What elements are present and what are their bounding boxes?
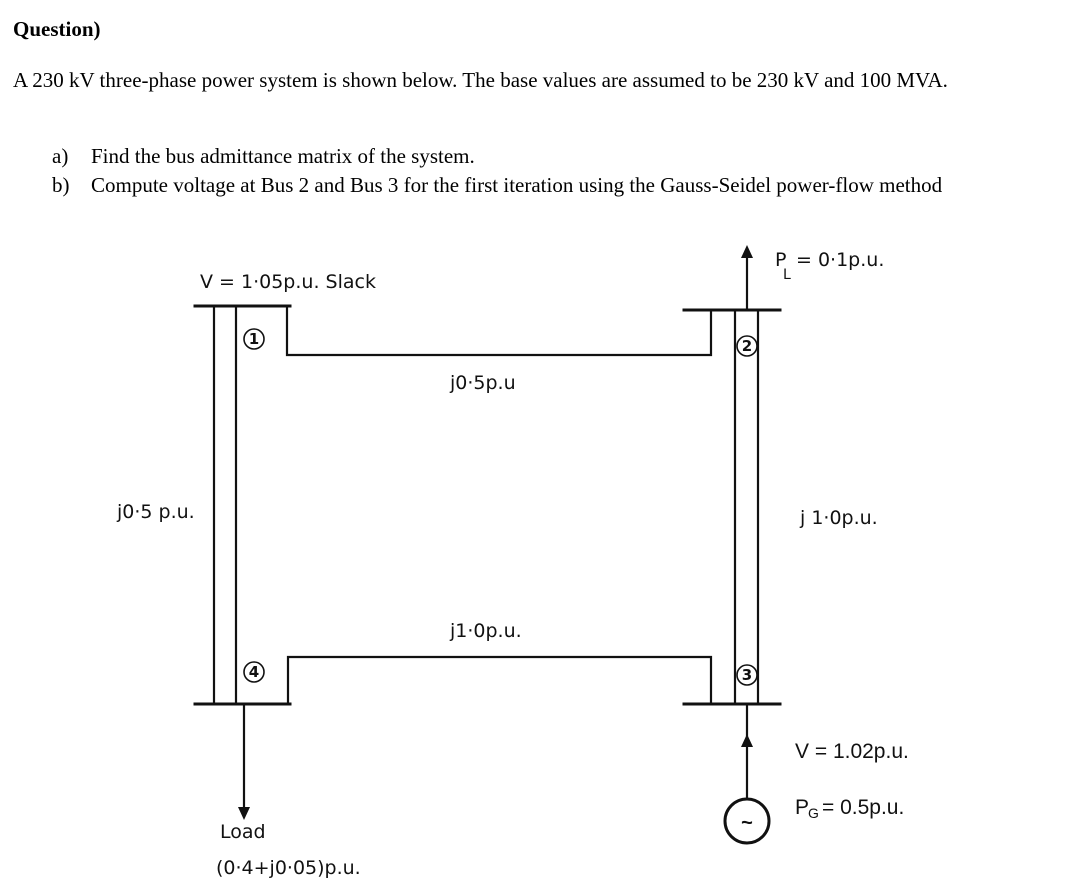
task-b-letter: b) [52, 173, 70, 197]
task-b-text: Compute voltage at Bus 2 and Bus 3 for the first iteration using the Gauss-Seidel power-flow method [91, 173, 943, 197]
bus-1-number: 1 [248, 330, 260, 348]
line-1-2-path [287, 306, 711, 355]
task-a-letter: a) [52, 144, 69, 168]
arrow-down-icon [238, 807, 250, 820]
bus-4-number: 4 [248, 663, 260, 681]
line-3-4-impedance: j1·0p.u. [450, 620, 522, 642]
task-a-text: Find the bus admittance matrix of the system. [91, 144, 475, 168]
bus-4-load-value: (0·4+j0·05)p.u. [216, 857, 361, 879]
bus-3-gen-sub: G [808, 805, 819, 821]
generator-symbol: ~ [741, 812, 753, 834]
bus-3-gen-p: P [795, 796, 810, 819]
line-1-4-impedance: j0·5 p.u. [117, 501, 195, 523]
bus-2-load-sub: L [783, 267, 791, 283]
bus-2-load-p: P [775, 249, 787, 271]
question-heading: Question) [13, 17, 101, 41]
bus-1-label: V = 1·05p.u. Slack [200, 271, 376, 293]
bus-2-load-value: = 0·1p.u. [796, 249, 885, 271]
line-3-4-path [288, 657, 711, 704]
bus-4-load-title: Load [220, 821, 266, 843]
question-intro: A 230 kV three-phase power system is shown below. The base values are assumed to be 230 kV and 100 MVA. [13, 68, 948, 92]
arrow-up-icon [741, 734, 753, 747]
arrow-up-icon [741, 245, 753, 258]
bus-3-number: 3 [741, 666, 753, 684]
bus-3-voltage: V = 1.02p.u. [795, 740, 909, 763]
bus-2-number: 2 [741, 337, 753, 355]
line-2-3-impedance: j 1·0p.u. [800, 507, 878, 529]
bus-3-gen-value: = 0.5p.u. [822, 796, 905, 819]
line-1-2-impedance: j0·5p.u [450, 372, 516, 394]
